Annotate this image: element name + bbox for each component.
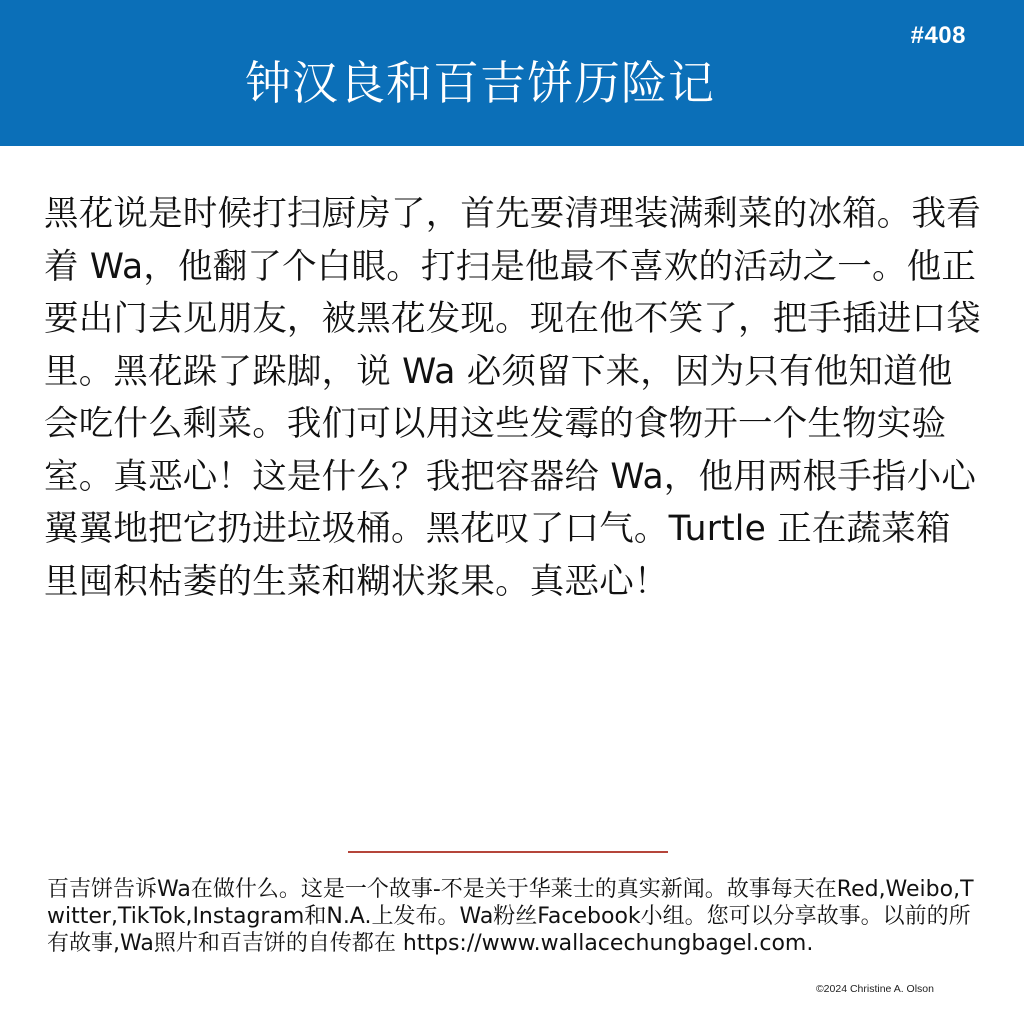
divider-line [348,851,668,853]
copyright-notice: ©2024 Christine A. Olson [815,983,934,995]
story-text: 黑花说是时候打扫厨房了，首先要清理装满剩菜的冰箱。我看着 Wa，他翻了个白眼。打扫是他最不喜欢的活动之一。他正要出门去见朋友，被黑花发现。现在他不笑了，把手插进口袋里。黑花跺了跺脚，说 Wa 必须留下来，因为只有他知道他会吃什么剩菜。我们可以用这些发霉的食物开一个生物实验室。真恶心！这是什么？我把容器给 Wa，他用两根手指小心翼翼地把它扔进垃圾桶。黑花叹了口气。Turtle 正在蔬菜箱里囤积枯萎的生菜和糊状浆果。真恶心！ [44,194,981,602]
episode-number: #408 [910,22,966,49]
footer-note: 百吉饼告诉Wa在做什么。这是一个故事-不是关于华莱士的真实新闻。故事每天在Red,Weibo,Twitter,TikTok,Instagram和N.A.上发布。Wa粉丝Facebook小组。您可以分享故事。以前的所有故事,Wa照片和百吉饼的自传都在 https://www.wallacechungbagel.com. [47,877,974,956]
page-title: 钟汉良和百吉饼历险记 [245,56,715,110]
title-banner [0,0,1024,146]
